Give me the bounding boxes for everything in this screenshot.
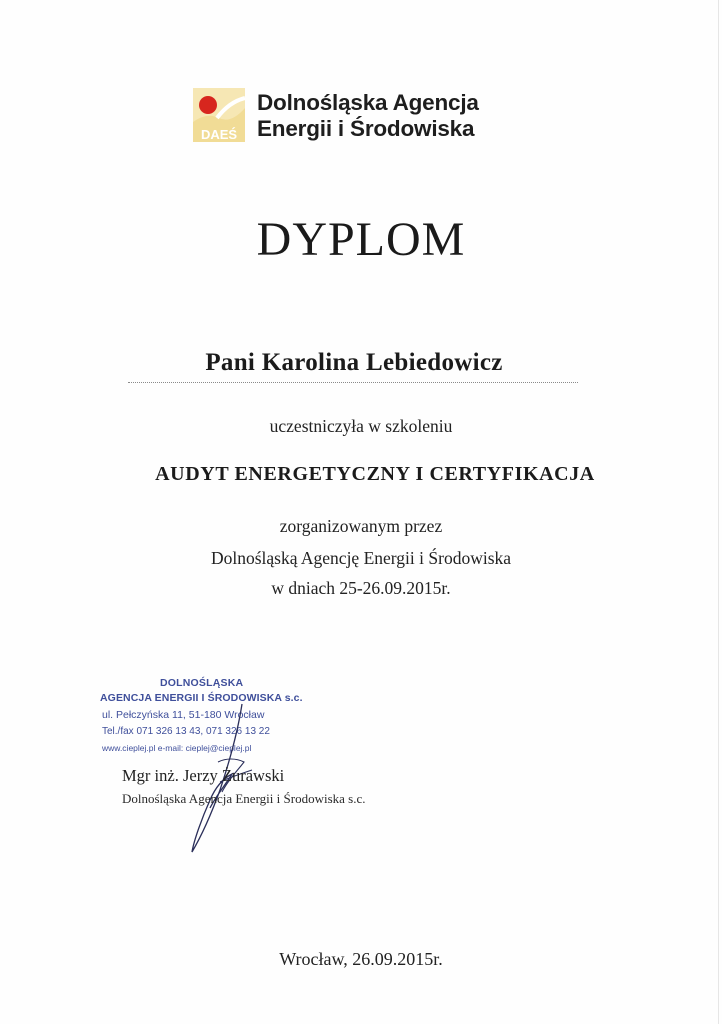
stamp-line5: www.cieplej.pl e-mail: cieplej@cieplej.pl <box>102 743 252 753</box>
stamp-line3: ul. Pełczyńska 11, 51-180 Wrocław <box>102 709 265 721</box>
organized-by-text: zorganizowanym przez <box>279 516 443 536</box>
place-and-date: Wrocław, 26.09.2015r. <box>279 949 443 969</box>
stamp-line2: AGENCJA ENERGII I ŚRODOWISKA s.c. <box>100 692 303 704</box>
org-name <box>257 90 479 142</box>
header <box>193 88 533 148</box>
org-name-line1: Dolnośląska Agencja <box>257 90 479 115</box>
stamp-line1: DOLNOŚLĄSKA <box>160 677 244 689</box>
signer-name: Mgr inż. Jerzy Żurawski <box>122 766 285 785</box>
organizer-name: Dolnośląską Agencję Energii i Środowiska <box>210 548 512 568</box>
stamp-line4: Tel./fax 071 326 13 43, 071 326 13 22 <box>102 726 270 737</box>
diploma-title: DYPLOM <box>256 213 466 266</box>
course-title: AUDYT ENERGETYCZNY I CERTYFIKACJA <box>155 463 595 485</box>
scan-edge <box>718 0 719 1024</box>
recipient-name: Pani Karolina Lebiedowicz <box>205 349 503 376</box>
participated-text: uczestniczyła w szkoleniu <box>269 416 453 436</box>
signer-organization: Dolnośląska Agencja Energii i Środowiska s.c. <box>122 791 366 806</box>
logo-text: DAEŚ <box>200 127 238 142</box>
daes-logo-icon <box>193 88 245 142</box>
training-dates: w dniach 25-26.09.2015r. <box>271 578 451 598</box>
recipient-dotted-line <box>128 382 578 383</box>
org-name-line2: Energii i Środowiska <box>257 116 475 141</box>
